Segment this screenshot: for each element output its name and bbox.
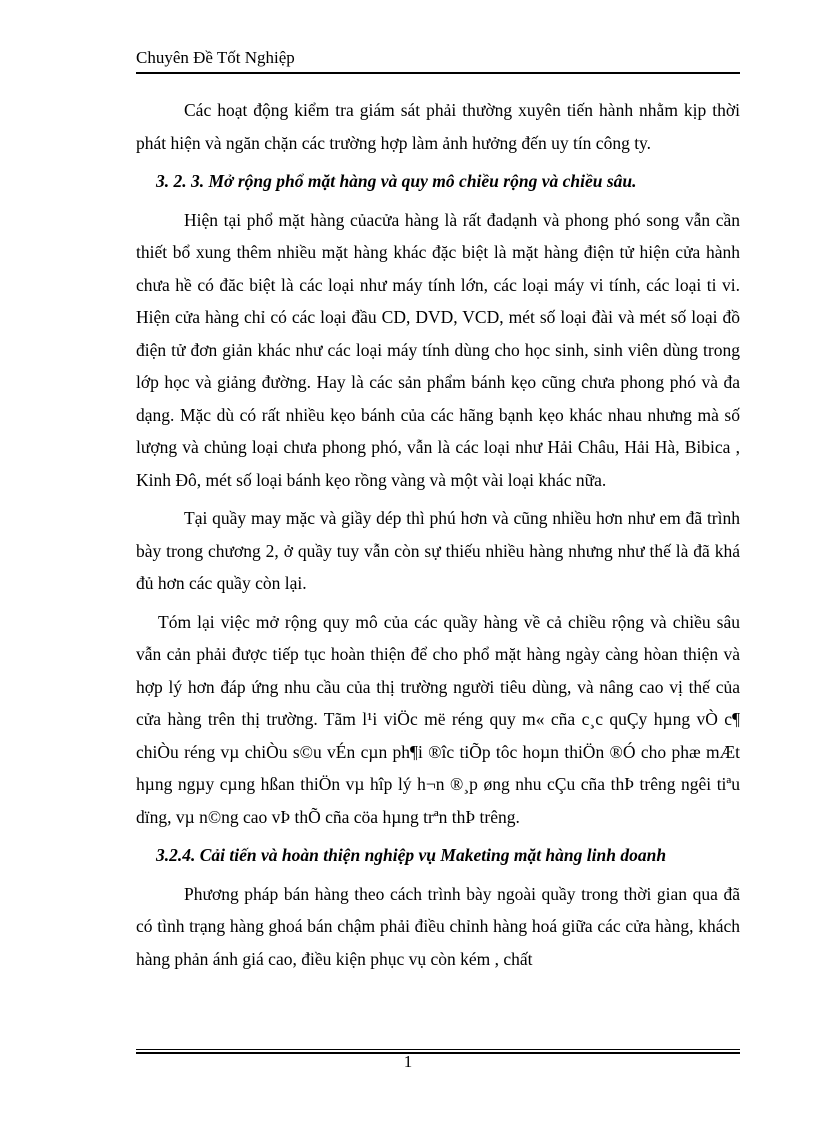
paragraph-sales-method: Phương pháp bán hàng theo cách trình bày ngoài quầy trong thời gian qua đã có tình trạng hàng ghoá bán chậm phải điều chỉnh hàng hoá giữa các cửa hàng, khách hàng phản ánh giá cao, điều kiện phục vụ còn kém , chất bbox=[136, 883, 740, 969]
section-heading-3-2-4: 3.2.4. Cải tiến và hoàn thiện nghiệp vụ Maketing mặt hàng linh doanh bbox=[156, 845, 667, 865]
footer-rule bbox=[136, 1049, 740, 1050]
paragraph-clothing-counter: Tại quầy may mặc và giầy dép thì phú hơn và cũng nhiều hơn như em đã trình bày trong chương 2, ở quầy tuy vẫn còn sự thiếu nhiều hàng nhưng như thế là đã khá đủ hơn các quầy còn lại. bbox=[136, 508, 740, 593]
paragraph-summary: Tóm lại việc mở rộng quy mô của các quầy hàng về cả chiều rộng và chiều sâu vẫn cản phải được tiếp tục hoàn thiện để cho phổ mặt hàng ngày càng hòan thiện và hợp lý hơn đáp ứng nhu cầu của thị trường người tiêu dùng, và nâng cao vị thế của cửa hàng trên thị trường. Tãm l¹i viÖc më réng quy m« cña c¸c quÇy hµng vÒ c¶ chiÒu réng vµ chiÒu s©u vÉn cµn ph¶i ®îc tiÕp tôc hoµn thiÖn ®Ó cho phæ mÆt hµng ngµy cµng hßan thiÖn vµ hîp lý h¬n ®¸p øng nhu cÇu cña thÞ trêng ngêi tiªu dïng, vµ n©ng cao vÞ thÕ cña cöa hµng trªn thÞ trêng. bbox=[136, 611, 740, 827]
section-heading-3-2-3: 3. 2. 3. Mở rộng phổ mặt hàng và quy mô chiều rộng và chiều sâu. bbox=[156, 171, 637, 191]
header-rule bbox=[136, 72, 740, 74]
document-body bbox=[136, 94, 740, 975]
page-number: 1 bbox=[403, 1052, 413, 1071]
paragraph-product-range: Hiện tại phổ mặt hàng củacửa hàng là rất đadạnh và phong phó song vẫn cần thiết bổ xung thêm nhiều mặt hàng khác đặc biệt là mặt hàng điện tử hiện cửa hành chưa hề có đăc biệt là các loại như máy tính lớn, các loại máy vi tính, các loại ti vi. Hiện cửa hàng chỉ có các loại đầu CD, DVD, VCD, mét số loại đài và mét số loại đồ điện tử đơn giản khác như các loại máy tính dùng cho học sinh, sinh viên dùng trong lớp học và giảng đường. Hay là các sản phẩm bánh kẹo cũng chưa phong phó và đa dạng. Mặc dù có rất nhiều kẹo bánh của các hãng bạnh kẹo khác nhau nhưng mà số lượng và chủng loại chưa phong phó, vẫn là các loại như Hải Châu, Hải Hà, Bibica , Kinh Đô, mét số loại bánh kẹo rồng vàng và một vài loại khác nữa. bbox=[136, 209, 740, 490]
page-header-title: Chuyên Đề Tốt Nghiệp bbox=[136, 48, 295, 67]
paragraph-inspection: Các hoạt động kiểm tra giám sát phải thường xuyên tiến hành nhằm kịp thời phát hiện và ngăn chặn các trường hợp làm ảnh hưởng đến uy tín công ty. bbox=[136, 100, 740, 153]
